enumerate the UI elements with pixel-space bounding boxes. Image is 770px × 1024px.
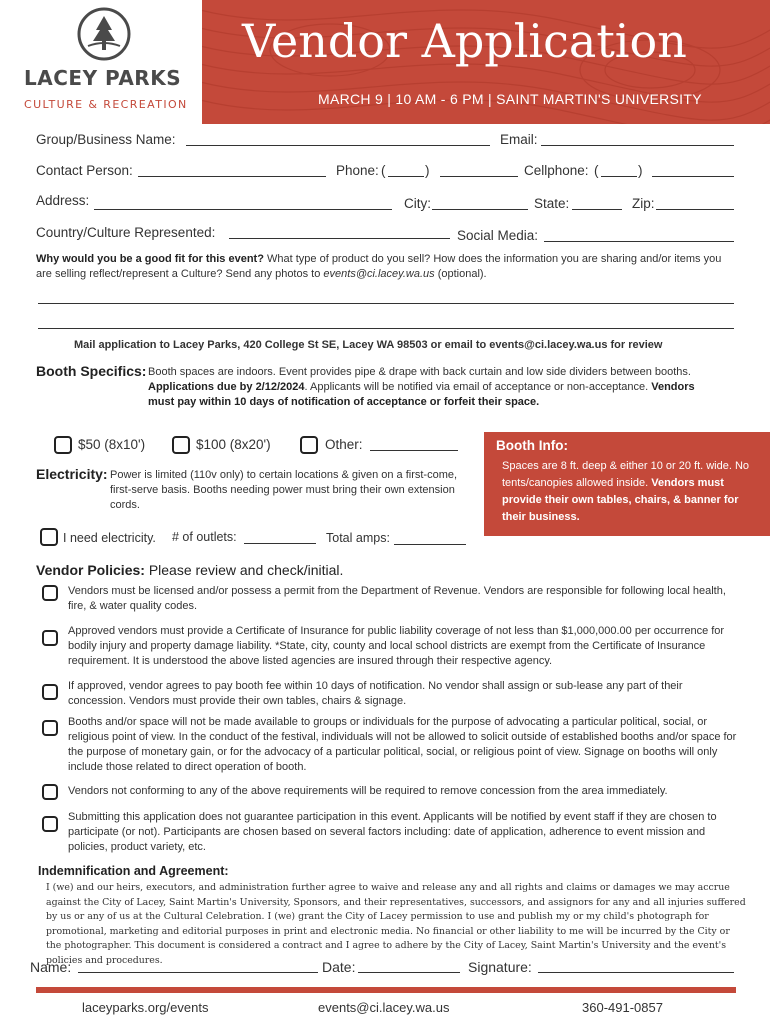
name-label: Name: <box>30 959 72 975</box>
policy-1-text: Vendors must be licensed and/or possess a permit from the Department of Revenue. Vendors are responsible for following local health, fire, & water quality codes. <box>68 585 726 612</box>
outlets-input[interactable] <box>244 530 316 544</box>
booth-50-label: $50 (8x10') <box>78 437 146 452</box>
electricity-checkbox[interactable] <box>40 528 58 546</box>
booth-info-heading: Booth Info: <box>496 438 568 453</box>
good-fit-answer-line-1[interactable] <box>38 290 734 304</box>
cell-paren-close: ) <box>638 163 643 178</box>
name-input[interactable] <box>78 959 318 973</box>
good-fit-text: What type of product do you sell? How does the information you are sharing and/or items you are selling reflect/represent a Culture? Send any photos to <box>36 253 722 280</box>
logo-panel <box>0 0 202 124</box>
booth-other-checkbox[interactable] <box>300 436 318 454</box>
indemnification-heading: Indemnification and Agreement: <box>38 864 229 878</box>
header-banner <box>0 0 770 124</box>
email-input[interactable] <box>541 132 734 146</box>
booth-50-checkbox[interactable] <box>54 436 72 454</box>
good-fit-answer-line-2[interactable] <box>38 315 734 329</box>
contact-person-input[interactable] <box>138 163 326 177</box>
zip-input[interactable] <box>656 196 734 210</box>
signature-input[interactable] <box>538 959 734 973</box>
social-media-input[interactable] <box>544 228 734 242</box>
booth-other-label: Other: <box>325 437 363 452</box>
cell-area-input[interactable] <box>601 163 637 177</box>
footer-bar <box>36 987 736 993</box>
phone-paren-close: ) <box>425 163 430 178</box>
social-media-label: Social Media: <box>457 228 539 243</box>
address-label: Address: <box>36 193 90 208</box>
date-input[interactable] <box>358 959 460 973</box>
event-details: MARCH 9 | 10 AM - 6 PM | SAINT MARTIN'S UNIVERSITY <box>318 91 702 107</box>
booth-other-input[interactable] <box>370 437 458 451</box>
booth-100-label: $100 (8x20') <box>196 437 271 452</box>
policy-2-checkbox[interactable] <box>42 630 58 646</box>
city-input[interactable] <box>432 196 528 210</box>
policy-6-checkbox[interactable] <box>42 816 58 832</box>
date-label: Date: <box>322 959 356 975</box>
policy-6-text: Submitting this application does not guarantee participation in this event. Applicants will be notified by event staff if they are chosen to participate (or not). Participants are chosen based on several factors including: date of application, adherence to event mission and policies, product variety, etc. <box>68 811 717 853</box>
policy-3-checkbox[interactable] <box>42 684 58 700</box>
phone-number-input[interactable] <box>440 163 518 177</box>
electricity-heading: Electricity: <box>36 466 108 482</box>
phone-paren-open: ( <box>381 163 386 178</box>
brand-name: LACEY PARKS <box>24 66 182 90</box>
tree-emblem-icon <box>76 6 132 62</box>
brand-subtitle: CULTURE & RECREATION <box>24 98 188 111</box>
booth-specifics-text: Booth spaces are indoors. Event provides pipe & drape with back curtain and low side dividers between booths. Applications due by 2/12/2024. Applicants will be notified via email of acceptance or non-acceptance. Vendors must pay within 10 days of notification of acceptance or forfeit their space. <box>148 366 695 408</box>
booth-info-box <box>484 432 770 536</box>
policy-5-checkbox[interactable] <box>42 784 58 800</box>
booth-100-checkbox[interactable] <box>172 436 190 454</box>
signature-label: Signature: <box>468 959 532 975</box>
policy-4-checkbox[interactable] <box>42 720 58 736</box>
policy-1-checkbox[interactable] <box>42 585 58 601</box>
country-culture-label: Country/Culture Represented: <box>36 225 216 240</box>
address-input[interactable] <box>94 196 392 210</box>
amps-label: Total amps: <box>326 531 390 545</box>
electricity-need-label: I need electricity. <box>63 531 156 545</box>
page-title: Vendor Application <box>242 14 687 68</box>
city-label: City: <box>404 196 431 211</box>
good-fit-email: events@ci.lacey.wa.us <box>323 268 435 280</box>
electricity-text: Power is limited (110v only) to certain locations & given on a first-come, first-serve basis. Booths needing power must bring their own extension cords. <box>110 469 458 511</box>
cellphone-label: Cellphone: <box>524 163 589 178</box>
outlets-label: # of outlets: <box>172 530 237 544</box>
good-fit-bold: Why would you be a good fit for this event? <box>36 253 264 265</box>
indemnification-text: I (we) and our heirs, executors, and administration further agree to waive and release any and all rights and claims or damages we may accrue against the City of Lacey, Saint Martin's University, Sponsors, and their representatives, successors, and assignors for any and all injuries suffered by us or any of us at the Cultural Celebration. I (we) grant the City of Lacey permission to use and publish my or my child's photograph for promotional, marketing and editorial purposes in print and electronic media. No financial or other liability to me will be incurred by the City or the photographer. This document is considered a contract and I agree to adhere by the City of Lacey, Saint Martin's University and the event's policies and procedures. <box>46 882 746 966</box>
policy-4-text: Booths and/or space will not be made available to groups or individuals for the purpose of advocating a particular political, social, or religious point of view. In the conduct of the festival, individuals will not be allowed to solicit outside of established booths and/or space for the purpose of monetary gain, or for the advocacy of a particular political, social, or religious point of view. Signage on booths will only include those related to direct operation of booth. <box>68 716 737 773</box>
phone-label: Phone: <box>336 163 379 178</box>
country-culture-input[interactable] <box>229 225 450 239</box>
mail-instructions: Mail application to Lacey Parks, 420 College St SE, Lacey WA 98503 or email to events@ci.lacey.wa.us for review <box>74 339 663 351</box>
state-label: State: <box>534 196 570 211</box>
footer-website[interactable]: laceyparks.org/events <box>82 1000 209 1015</box>
contact-person-label: Contact Person: <box>36 163 133 178</box>
good-fit-question <box>36 252 736 282</box>
phone-area-input[interactable] <box>388 163 424 177</box>
booth-info-text: Spaces are 8 ft. deep & either 10 or 20 ft. wide. No tents/canopies allowed inside. Vendors must provide their own tables, chairs, & banner for their business. <box>502 460 750 523</box>
group-business-label: Group/Business Name: <box>36 132 176 147</box>
booth-specifics-heading: Booth Specifics: <box>36 363 147 379</box>
amps-input[interactable] <box>394 531 466 545</box>
state-input[interactable] <box>572 196 622 210</box>
policy-3-text: If approved, vendor agrees to pay booth fee within 10 days of notification. No vendor shall assign or sub-lease any part of their concession. Vendors must provide their own tables, chairs & signage. <box>68 680 683 707</box>
email-label: Email: <box>500 132 538 147</box>
footer-email[interactable]: events@ci.lacey.wa.us <box>318 1000 450 1015</box>
vendor-policies-heading: Vendor Policies: Please review and check/initial. <box>36 562 344 578</box>
cell-number-input[interactable] <box>652 163 734 177</box>
cell-paren-open: ( <box>594 163 599 178</box>
good-fit-suffix: (optional). <box>434 268 487 280</box>
zip-label: Zip: <box>632 196 655 211</box>
policy-2-text: Approved vendors must provide a Certificate of Insurance for public liability coverage of not less than $1,000,000.00 per occurrence for bodily injury and property damage liability. *State, city, county and local school districts are exempt from the Certificate of Insurance requirement. It is understood the above listed agencies are insured through their respective agency. <box>68 625 725 667</box>
footer-phone: 360-491-0857 <box>582 1000 663 1015</box>
policy-5-text: Vendors not conforming to any of the above requirements will be required to remove concession from the area immediately. <box>68 785 668 797</box>
group-business-input[interactable] <box>186 132 490 146</box>
